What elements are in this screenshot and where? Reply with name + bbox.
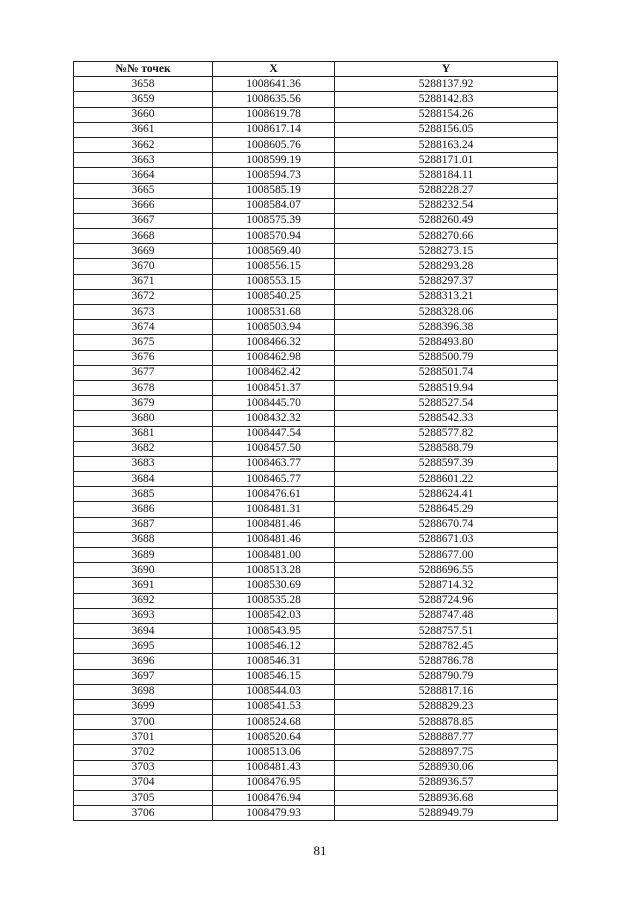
table-row (74, 229, 558, 244)
cell-y: 5288747.48 (335, 608, 558, 623)
cell-point-number: 3703 (74, 760, 213, 775)
cell-point-number: 3689 (74, 548, 213, 563)
table-row (74, 168, 558, 183)
table-row (74, 639, 558, 654)
cell-point-number: 3662 (74, 137, 213, 152)
cell-point-number: 3670 (74, 259, 213, 274)
cell-y: 5288782.45 (335, 639, 558, 654)
table-row (74, 730, 558, 745)
table-row (74, 806, 558, 821)
cell-point-number: 3666 (74, 198, 213, 213)
table-row (74, 137, 558, 152)
coordinates-table (73, 61, 558, 821)
cell-x: 1008546.12 (213, 639, 335, 654)
cell-point-number: 3696 (74, 654, 213, 669)
cell-y: 5288645.29 (335, 502, 558, 517)
cell-y: 5288396.38 (335, 320, 558, 335)
table-row (74, 411, 558, 426)
cell-x: 1008546.15 (213, 669, 335, 684)
cell-y: 5288493.80 (335, 335, 558, 350)
cell-y: 5288677.00 (335, 548, 558, 563)
page-number: 81 (313, 843, 327, 858)
cell-x: 1008463.77 (213, 456, 335, 471)
cell-y: 5288790.79 (335, 669, 558, 684)
cell-point-number: 3679 (74, 396, 213, 411)
cell-y: 5288328.06 (335, 305, 558, 320)
cell-y: 5288724.96 (335, 593, 558, 608)
cell-x: 1008575.39 (213, 213, 335, 228)
cell-x: 1008599.19 (213, 153, 335, 168)
header-x: X (213, 62, 335, 77)
table-row (74, 426, 558, 441)
table-row (74, 745, 558, 760)
cell-y: 5288232.54 (335, 198, 558, 213)
cell-x: 1008594.73 (213, 168, 335, 183)
cell-x: 1008513.28 (213, 563, 335, 578)
cell-y: 5288542.33 (335, 411, 558, 426)
cell-point-number: 3702 (74, 745, 213, 760)
cell-y: 5288588.79 (335, 441, 558, 456)
cell-point-number: 3699 (74, 699, 213, 714)
cell-x: 1008544.03 (213, 684, 335, 699)
cell-x: 1008570.94 (213, 229, 335, 244)
table-row (74, 335, 558, 350)
cell-point-number: 3661 (74, 122, 213, 137)
table-row (74, 487, 558, 502)
table-row (74, 517, 558, 532)
cell-y: 5288293.28 (335, 259, 558, 274)
table-row (74, 502, 558, 517)
table-row (74, 715, 558, 730)
cell-x: 1008481.46 (213, 517, 335, 532)
cell-x: 1008546.31 (213, 654, 335, 669)
cell-y: 5288786.78 (335, 654, 558, 669)
cell-point-number: 3698 (74, 684, 213, 699)
table-row (74, 153, 558, 168)
table-row (74, 77, 558, 92)
cell-point-number: 3676 (74, 350, 213, 365)
cell-x: 1008462.42 (213, 365, 335, 380)
cell-y: 5288273.15 (335, 244, 558, 259)
cell-y: 5288297.37 (335, 274, 558, 289)
cell-point-number: 3683 (74, 456, 213, 471)
cell-x: 1008462.98 (213, 350, 335, 365)
cell-x: 1008531.68 (213, 305, 335, 320)
cell-x: 1008584.07 (213, 198, 335, 213)
cell-x: 1008556.15 (213, 259, 335, 274)
cell-x: 1008445.70 (213, 396, 335, 411)
cell-x: 1008541.53 (213, 699, 335, 714)
table-row (74, 684, 558, 699)
cell-point-number: 3673 (74, 305, 213, 320)
cell-y: 5288500.79 (335, 350, 558, 365)
cell-y: 5288597.39 (335, 456, 558, 471)
table-row (74, 259, 558, 274)
cell-x: 1008641.36 (213, 77, 335, 92)
cell-point-number: 3664 (74, 168, 213, 183)
cell-point-number: 3701 (74, 730, 213, 745)
cell-point-number: 3669 (74, 244, 213, 259)
cell-y: 5288936.57 (335, 775, 558, 790)
cell-point-number: 3691 (74, 578, 213, 593)
cell-point-number: 3680 (74, 411, 213, 426)
table-body (74, 77, 558, 821)
cell-point-number: 3674 (74, 320, 213, 335)
table-row (74, 289, 558, 304)
cell-point-number: 3672 (74, 289, 213, 304)
table-row (74, 441, 558, 456)
cell-y: 5288949.79 (335, 806, 558, 821)
cell-y: 5288184.11 (335, 168, 558, 183)
cell-y: 5288142.83 (335, 92, 558, 107)
cell-y: 5288260.49 (335, 213, 558, 228)
cell-y: 5288137.92 (335, 77, 558, 92)
cell-point-number: 3694 (74, 623, 213, 638)
cell-x: 1008466.32 (213, 335, 335, 350)
cell-x: 1008619.78 (213, 107, 335, 122)
cell-x: 1008481.46 (213, 532, 335, 547)
cell-x: 1008635.56 (213, 92, 335, 107)
table-row (74, 775, 558, 790)
cell-x: 1008457.50 (213, 441, 335, 456)
table-row (74, 563, 558, 578)
cell-point-number: 3671 (74, 274, 213, 289)
cell-x: 1008543.95 (213, 623, 335, 638)
cell-point-number: 3686 (74, 502, 213, 517)
cell-x: 1008432.32 (213, 411, 335, 426)
cell-y: 5288228.27 (335, 183, 558, 198)
cell-y: 5288714.32 (335, 578, 558, 593)
cell-point-number: 3693 (74, 608, 213, 623)
cell-point-number: 3687 (74, 517, 213, 532)
cell-point-number: 3697 (74, 669, 213, 684)
table-row (74, 548, 558, 563)
table-row (74, 472, 558, 487)
cell-y: 5288171.01 (335, 153, 558, 168)
cell-y: 5288829.23 (335, 699, 558, 714)
table-row (74, 593, 558, 608)
cell-y: 5288930.06 (335, 760, 558, 775)
cell-point-number: 3667 (74, 213, 213, 228)
cell-point-number: 3658 (74, 77, 213, 92)
table-row (74, 699, 558, 714)
cell-point-number: 3695 (74, 639, 213, 654)
cell-point-number: 3682 (74, 441, 213, 456)
cell-x: 1008513.06 (213, 745, 335, 760)
header-point-number: №№ точек (74, 62, 213, 77)
cell-y: 5288154.26 (335, 107, 558, 122)
table-row (74, 380, 558, 395)
cell-x: 1008540.25 (213, 289, 335, 304)
table-row (74, 183, 558, 198)
table-row (74, 213, 558, 228)
cell-y: 5288757.51 (335, 623, 558, 638)
table-row (74, 532, 558, 547)
cell-point-number: 3684 (74, 472, 213, 487)
cell-y: 5288897.75 (335, 745, 558, 760)
cell-y: 5288270.66 (335, 229, 558, 244)
table-row (74, 791, 558, 806)
cell-x: 1008553.15 (213, 274, 335, 289)
cell-y: 5288527.54 (335, 396, 558, 411)
cell-y: 5288671.03 (335, 532, 558, 547)
cell-y: 5288156.05 (335, 122, 558, 137)
table-row (74, 760, 558, 775)
table-row (74, 244, 558, 259)
table-row (74, 320, 558, 335)
table-row (74, 578, 558, 593)
cell-y: 5288878.85 (335, 715, 558, 730)
cell-x: 1008476.94 (213, 791, 335, 806)
cell-point-number: 3681 (74, 426, 213, 441)
cell-point-number: 3706 (74, 806, 213, 821)
cell-point-number: 3668 (74, 229, 213, 244)
cell-x: 1008481.00 (213, 548, 335, 563)
cell-x: 1008476.95 (213, 775, 335, 790)
cell-x: 1008530.69 (213, 578, 335, 593)
cell-x: 1008617.14 (213, 122, 335, 137)
cell-x: 1008479.93 (213, 806, 335, 821)
table-row (74, 365, 558, 380)
cell-point-number: 3688 (74, 532, 213, 547)
cell-y: 5288577.82 (335, 426, 558, 441)
cell-point-number: 3678 (74, 380, 213, 395)
cell-x: 1008524.68 (213, 715, 335, 730)
cell-y: 5288817.16 (335, 684, 558, 699)
cell-x: 1008503.94 (213, 320, 335, 335)
cell-x: 1008465.77 (213, 472, 335, 487)
table-row (74, 396, 558, 411)
cell-point-number: 3659 (74, 92, 213, 107)
header-y: Y (335, 62, 558, 77)
cell-x: 1008535.28 (213, 593, 335, 608)
cell-x: 1008542.03 (213, 608, 335, 623)
cell-x: 1008520.64 (213, 730, 335, 745)
table-row (74, 669, 558, 684)
cell-x: 1008447.54 (213, 426, 335, 441)
cell-point-number: 3704 (74, 775, 213, 790)
cell-y: 5288519.94 (335, 380, 558, 395)
cell-x: 1008451.37 (213, 380, 335, 395)
cell-point-number: 3685 (74, 487, 213, 502)
cell-point-number: 3660 (74, 107, 213, 122)
cell-x: 1008481.31 (213, 502, 335, 517)
cell-point-number: 3705 (74, 791, 213, 806)
cell-point-number: 3690 (74, 563, 213, 578)
table-row (74, 122, 558, 137)
cell-y: 5288624.41 (335, 487, 558, 502)
cell-x: 1008476.61 (213, 487, 335, 502)
table-header-row (74, 62, 558, 77)
cell-point-number: 3665 (74, 183, 213, 198)
cell-y: 5288936.68 (335, 791, 558, 806)
cell-x: 1008585.19 (213, 183, 335, 198)
cell-point-number: 3692 (74, 593, 213, 608)
table-row (74, 623, 558, 638)
cell-y: 5288601.22 (335, 472, 558, 487)
table-row (74, 350, 558, 365)
cell-y: 5288670.74 (335, 517, 558, 532)
table-row (74, 456, 558, 471)
cell-x: 1008481.43 (213, 760, 335, 775)
cell-point-number: 3675 (74, 335, 213, 350)
table-row (74, 92, 558, 107)
cell-y: 5288887.77 (335, 730, 558, 745)
cell-point-number: 3677 (74, 365, 213, 380)
cell-y: 5288163.24 (335, 137, 558, 152)
cell-y: 5288313.21 (335, 289, 558, 304)
table-row (74, 608, 558, 623)
cell-y: 5288501.74 (335, 365, 558, 380)
table-row (74, 654, 558, 669)
cell-x: 1008569.40 (213, 244, 335, 259)
cell-point-number: 3663 (74, 153, 213, 168)
table-row (74, 305, 558, 320)
cell-x: 1008605.76 (213, 137, 335, 152)
table-row (74, 274, 558, 289)
cell-y: 5288696.55 (335, 563, 558, 578)
cell-point-number: 3700 (74, 715, 213, 730)
table-row (74, 107, 558, 122)
table-row (74, 198, 558, 213)
